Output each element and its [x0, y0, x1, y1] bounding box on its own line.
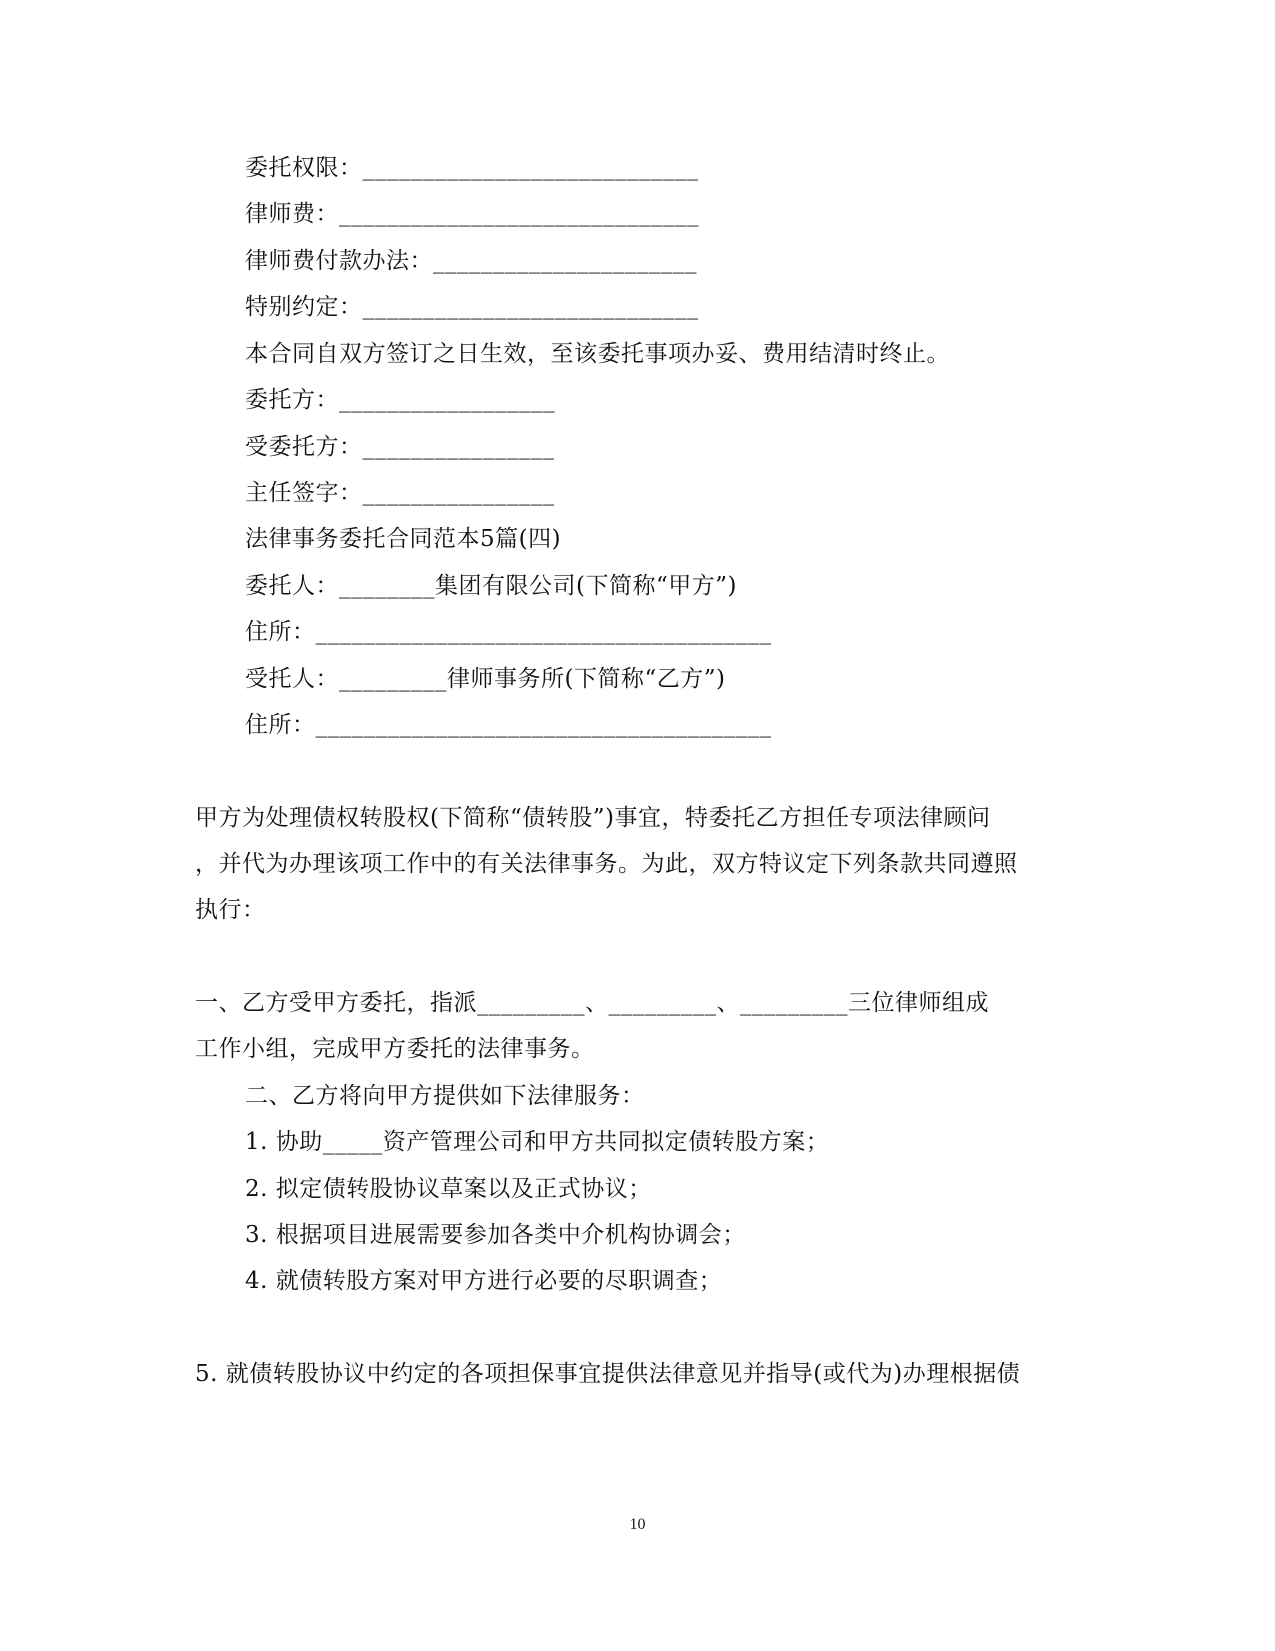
service-item: 3. 根据项目进展需要参加各类中介机构协调会； [245, 1222, 746, 1248]
clause-one-line: 一、乙方受甲方委托，指派_________、_________、_________三位律师组成 [195, 990, 989, 1016]
clause-two-heading: 二、乙方将向甲方提供如下法律服务： [245, 1083, 645, 1109]
effective-clause: 本合同自双方签订之日生效，至该委托事项办妥、费用结清时终止。 [245, 341, 950, 367]
intro-paragraph-line: 甲方为处理债权转股权(下简称“债转股”)事宜，特委托乙方担任专项法律顾问 [195, 805, 991, 831]
page-number: 10 [629, 1516, 646, 1533]
intro-paragraph-line: ，并代为办理该项工作中的有关法律事务。为此，双方特议定下列条款共同遵照 [195, 851, 1018, 877]
field-agent: 受委托方：________________ [245, 434, 555, 460]
service-item: 1. 协助_____资产管理公司和甲方共同拟定债转股方案； [245, 1129, 830, 1155]
service-item: 4. 就债转股方案对甲方进行必要的尽职调查； [245, 1268, 723, 1294]
field-trustee-address: 住所：______________________________________ [245, 712, 772, 738]
field-director-signature: 主任签字：________________ [245, 480, 555, 506]
field-client: 委托人：________集团有限公司(下简称“甲方”) [245, 573, 737, 599]
field-special-agreement: 特别约定：____________________________ [245, 294, 699, 320]
intro-paragraph-line: 执行： [195, 897, 266, 923]
field-lawyer-fee: 律师费：______________________________ [245, 201, 699, 227]
field-authority: 委托权限：____________________________ [245, 155, 699, 181]
field-principal: 委托方：__________________ [245, 387, 555, 413]
field-client-address: 住所：______________________________________ [245, 619, 772, 645]
service-item: 2. 拟定债转股协议草案以及正式协议； [245, 1176, 652, 1202]
service-item-5: 5. 就债转股协议中约定的各项担保事宜提供法律意见并指导(或代为)办理根据债 [195, 1361, 1021, 1387]
field-fee-payment-method: 律师费付款办法：______________________ [245, 248, 697, 274]
section-title: 法律事务委托合同范本5篇(四) [245, 526, 562, 552]
field-trustee: 受托人：_________律师事务所(下简称“乙方”) [245, 666, 726, 692]
clause-one-line: 工作小组，完成甲方委托的法律事务。 [195, 1036, 595, 1062]
